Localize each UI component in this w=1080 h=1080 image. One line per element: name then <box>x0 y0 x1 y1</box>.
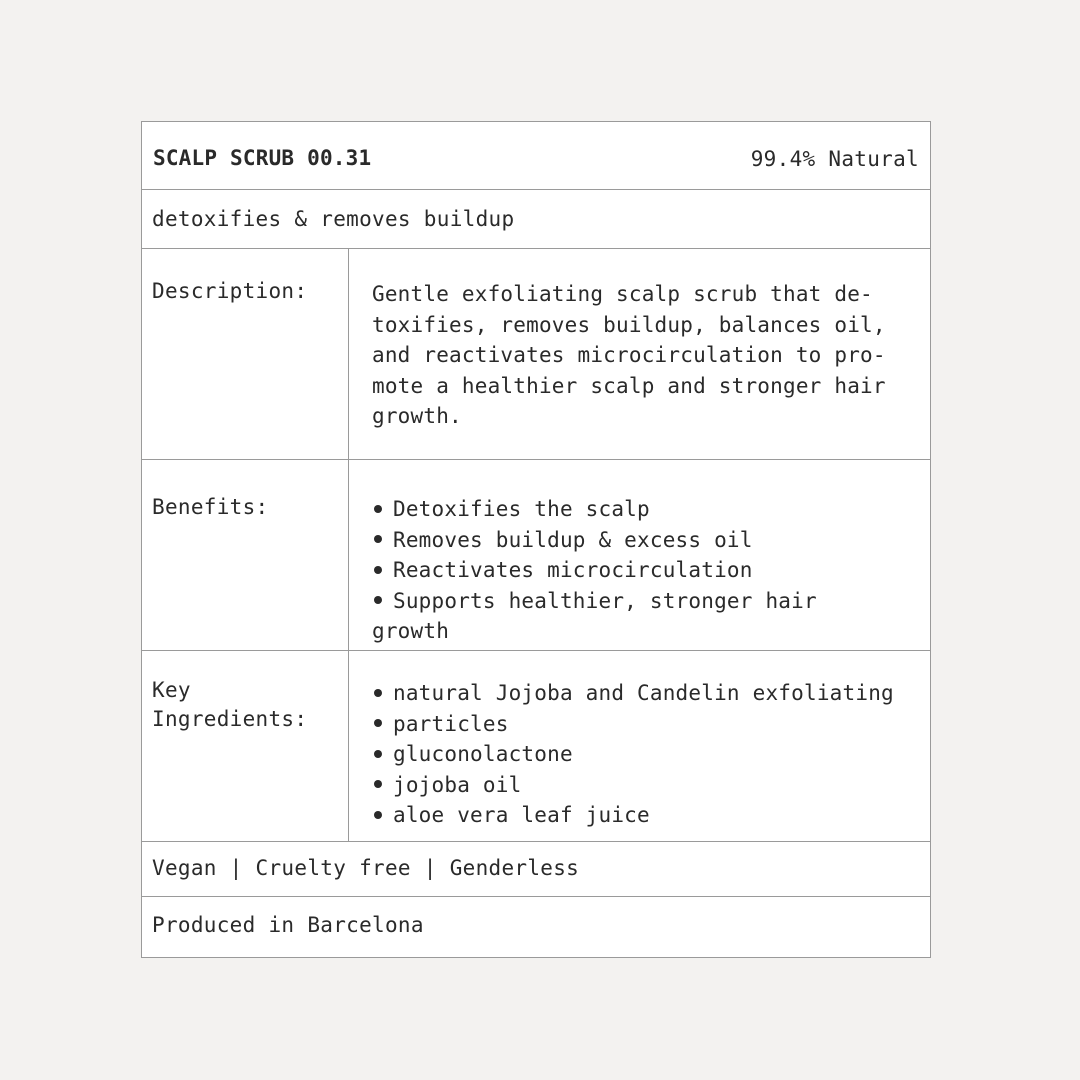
list-item <box>372 555 932 586</box>
list-item <box>372 494 932 525</box>
product-claims: Vegan | Cruelty free | Genderless <box>152 856 580 880</box>
bullet-icon <box>374 505 382 513</box>
ingredient-text: jojoba oil <box>393 772 522 797</box>
ingredient-text: particles <box>393 711 509 736</box>
ingredients-row <box>142 651 930 842</box>
column-divider <box>348 460 349 650</box>
bullet-icon <box>374 750 382 758</box>
description-text: Gentle exfoliating scalp scrub that de- toxifies, removes buildup, balances oil, and reactivates microcirculation to pro- mote a healthier scalp and stronger hair growth. <box>372 282 886 428</box>
list-item <box>372 525 932 556</box>
description-label: Description: <box>152 279 308 303</box>
description-row <box>142 249 930 460</box>
product-tagline: detoxifies & removes buildup <box>152 207 515 231</box>
list-item <box>372 739 932 770</box>
bullet-icon <box>374 689 382 697</box>
bullet-icon <box>374 719 382 727</box>
bullet-icon <box>374 811 382 819</box>
bullet-icon <box>374 566 382 574</box>
product-name: SCALP SCRUB 00.31 <box>153 146 372 170</box>
tagline-row <box>142 190 930 249</box>
ingredient-text: aloe vera leaf juice <box>393 803 650 827</box>
benefit-text: growth <box>372 619 450 643</box>
ingredients-list <box>372 678 932 831</box>
list-item <box>372 800 932 831</box>
benefits-list <box>372 494 932 647</box>
ingredient-text: gluconolactone <box>393 742 573 766</box>
benefit-text: Detoxifies the scalp <box>393 497 650 521</box>
bullet-icon <box>374 596 382 604</box>
list-item <box>372 678 932 709</box>
bullet-icon <box>374 535 382 543</box>
bullet-icon <box>374 780 382 788</box>
claims-row <box>142 842 930 897</box>
product-label-card <box>141 121 931 958</box>
column-divider <box>348 249 349 459</box>
list-item <box>372 770 932 801</box>
list-item-continuation <box>372 616 932 647</box>
list-item <box>372 586 932 617</box>
benefit-text: Removes buildup & excess oil <box>393 527 753 552</box>
column-divider <box>348 651 349 841</box>
benefit-text: Supports healthier, stronger hair <box>393 588 817 613</box>
production-origin: Produced in Barcelona <box>152 913 424 937</box>
label-header-row <box>142 122 930 190</box>
benefits-row <box>142 460 930 651</box>
list-item <box>372 709 932 740</box>
benefit-text: Reactivates microcirculation <box>393 558 753 582</box>
natural-percentage: 99.4% Natural <box>750 147 919 171</box>
ingredients-label: Key Ingredients: <box>152 678 308 731</box>
ingredient-text: natural Jojoba and Candelin exfoliating <box>393 681 894 705</box>
benefits-label: Benefits: <box>152 495 269 519</box>
origin-row <box>142 897 930 958</box>
